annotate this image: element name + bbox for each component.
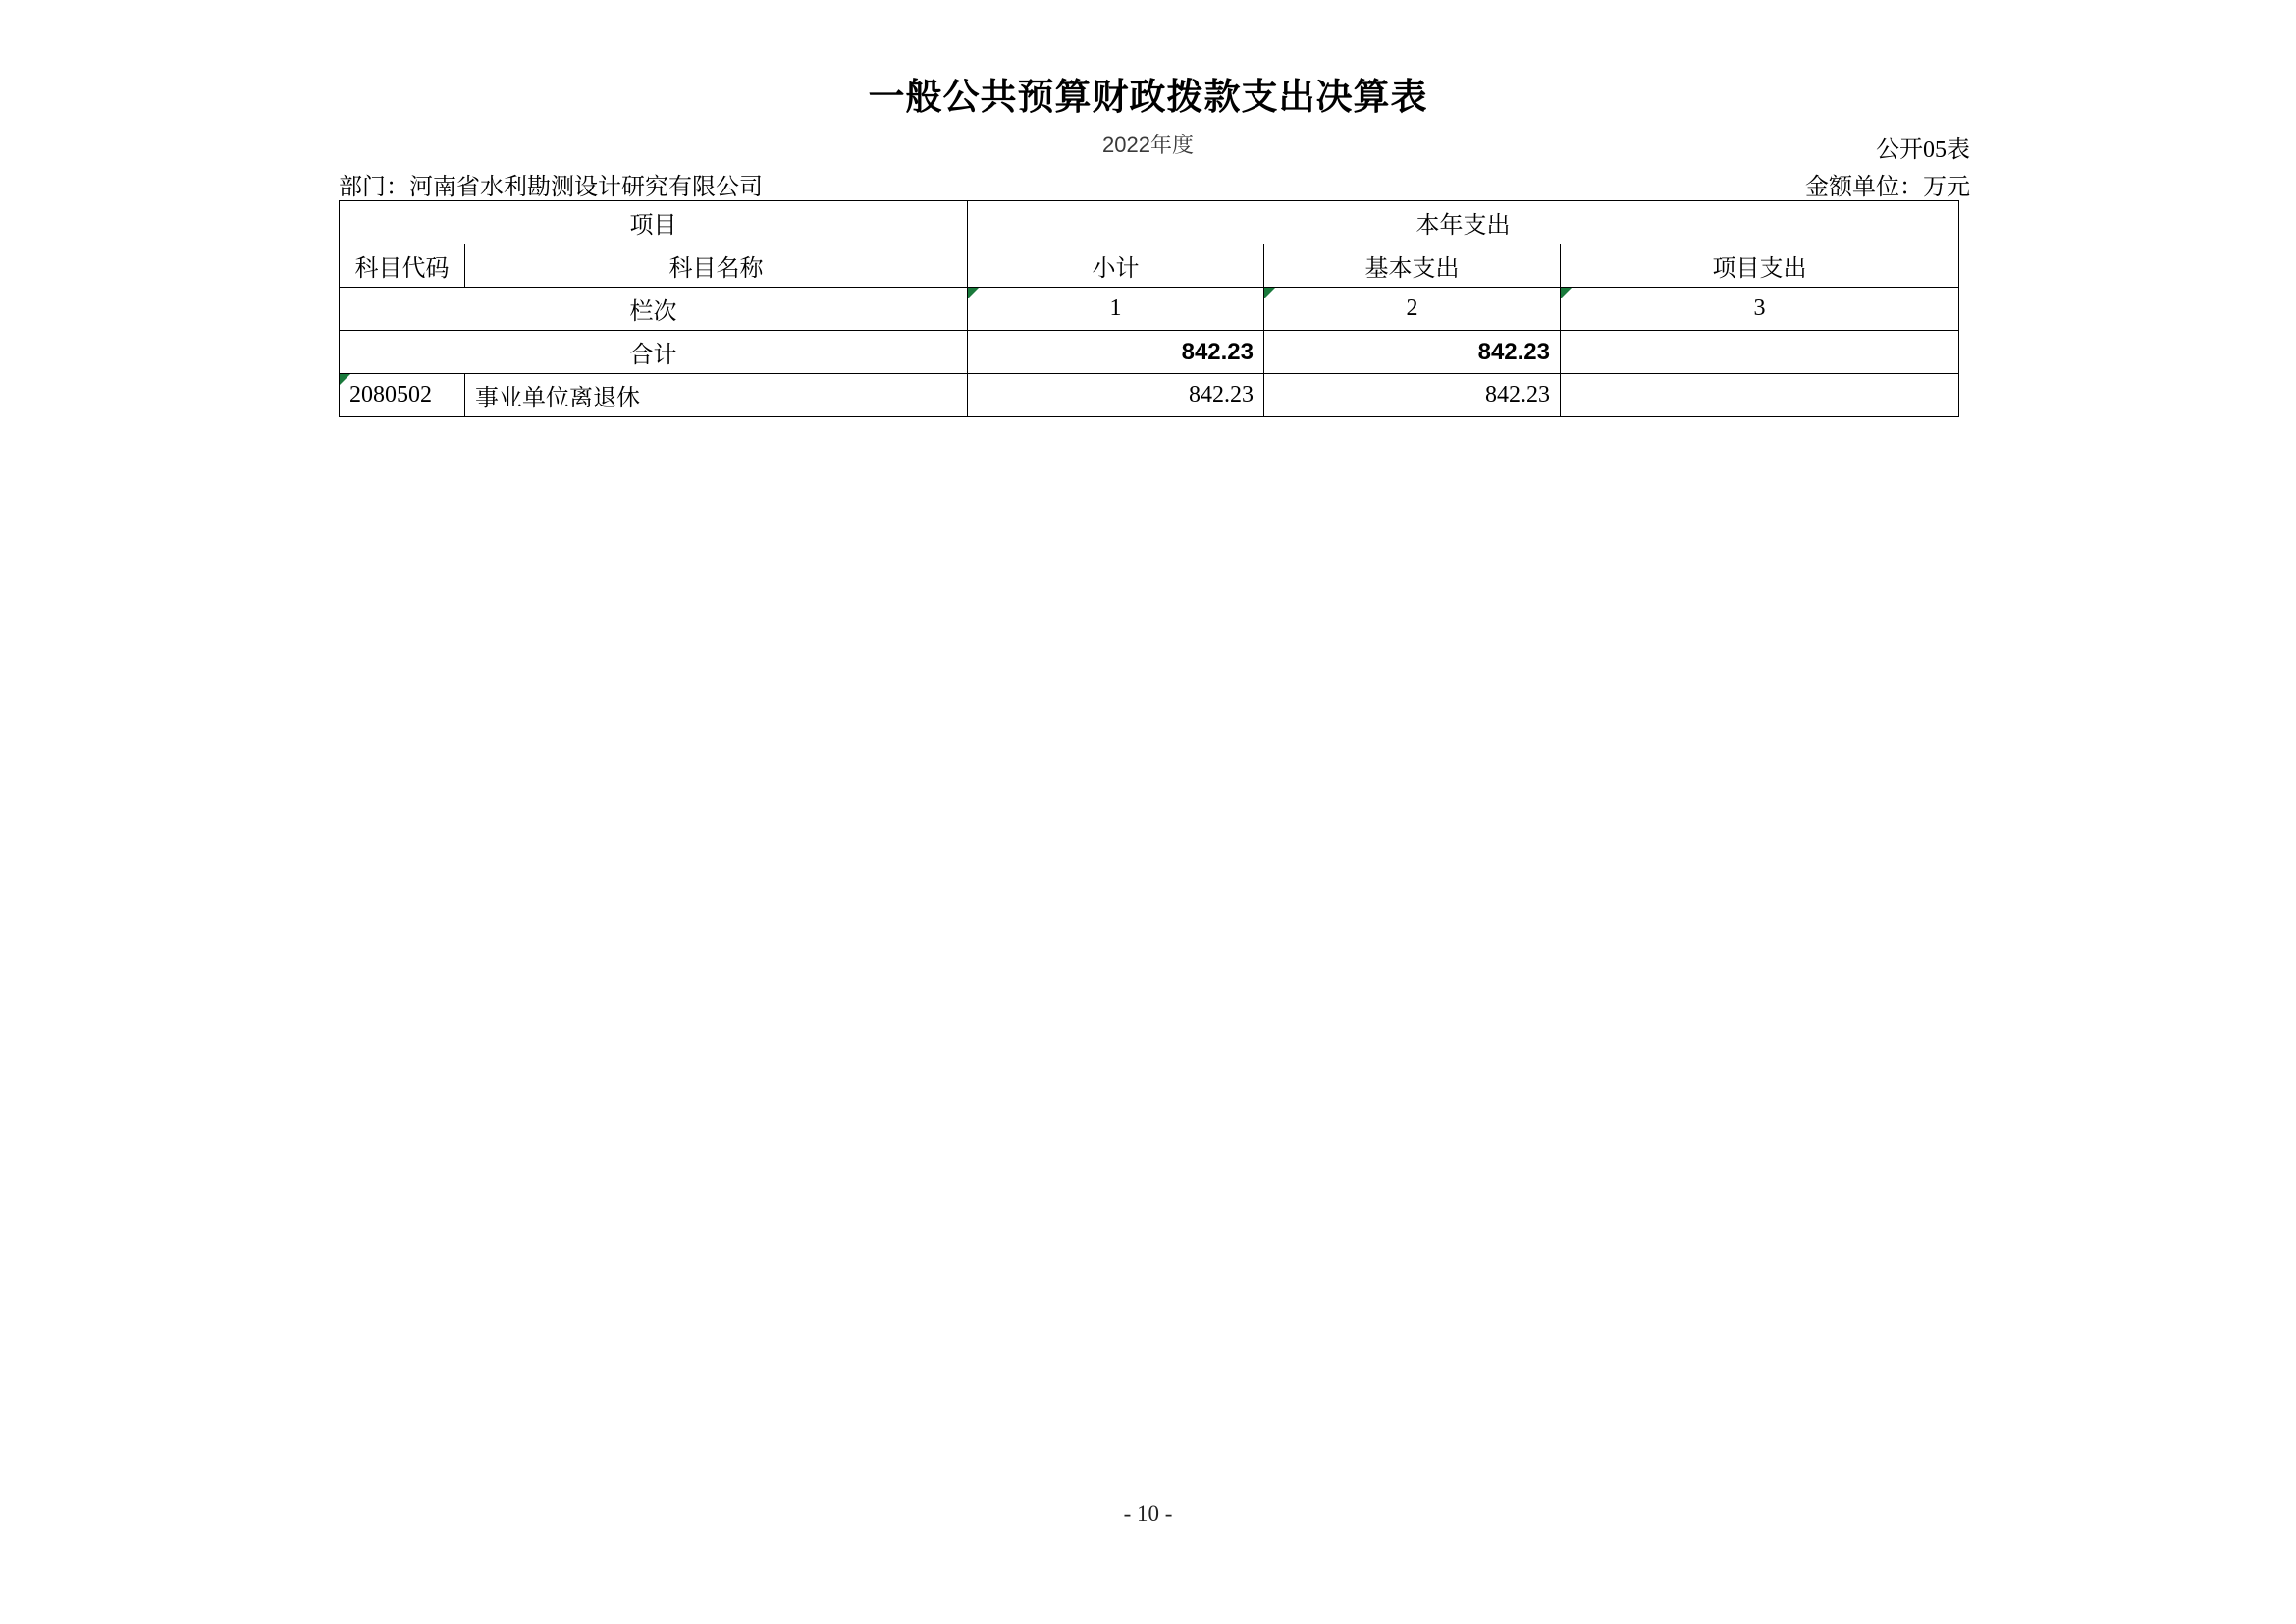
table-total-row <box>340 331 1959 374</box>
page-title: 一般公共预算财政拨款支出决算表 <box>868 77 1428 117</box>
row-subject-code: 2080502 <box>340 374 465 417</box>
column-index-2: 2 <box>1264 288 1561 331</box>
total-row-subtotal: 842.23 <box>968 331 1264 374</box>
column-index-1: 1 <box>968 288 1264 331</box>
group-header-item: 项目 <box>340 201 968 244</box>
amount-unit-label: 金额单位：万元 <box>1805 175 1970 200</box>
column-header-subject-name: 科目名称 <box>465 244 968 288</box>
group-header-current-year: 本年支出 <box>968 201 1959 244</box>
column-header-project-expenditure: 项目支出 <box>1561 244 1959 288</box>
column-header-basic-expenditure: 基本支出 <box>1264 244 1561 288</box>
form-number-label: 公开05表 <box>1876 137 1970 163</box>
column-index-label: 栏次 <box>340 288 968 331</box>
row-basic-expenditure: 842.23 <box>1264 374 1561 417</box>
column-header-subject-code: 科目代码 <box>340 244 465 288</box>
table-row <box>340 374 1959 417</box>
budget-expenditure-table <box>339 200 1959 417</box>
column-index-3: 3 <box>1561 288 1959 331</box>
row-project-expenditure <box>1561 374 1959 417</box>
table-column-index-row <box>340 288 1959 331</box>
total-row-basic-expenditure: 842.23 <box>1264 331 1561 374</box>
total-row-label: 合计 <box>340 331 968 374</box>
page-number: - 10 - <box>1123 1501 1173 1526</box>
table-column-header-row <box>340 244 1959 288</box>
department-label: 部门：河南省水利勘测设计研究有限公司 <box>339 175 763 200</box>
row-subject-name: 事业单位离退休 <box>465 374 968 417</box>
total-row-project-expenditure <box>1561 331 1959 374</box>
column-header-subtotal: 小计 <box>968 244 1264 288</box>
table-group-header-row <box>340 201 1959 244</box>
row-subtotal: 842.23 <box>968 374 1264 417</box>
fiscal-year-label: 2022年度 <box>1102 133 1194 157</box>
